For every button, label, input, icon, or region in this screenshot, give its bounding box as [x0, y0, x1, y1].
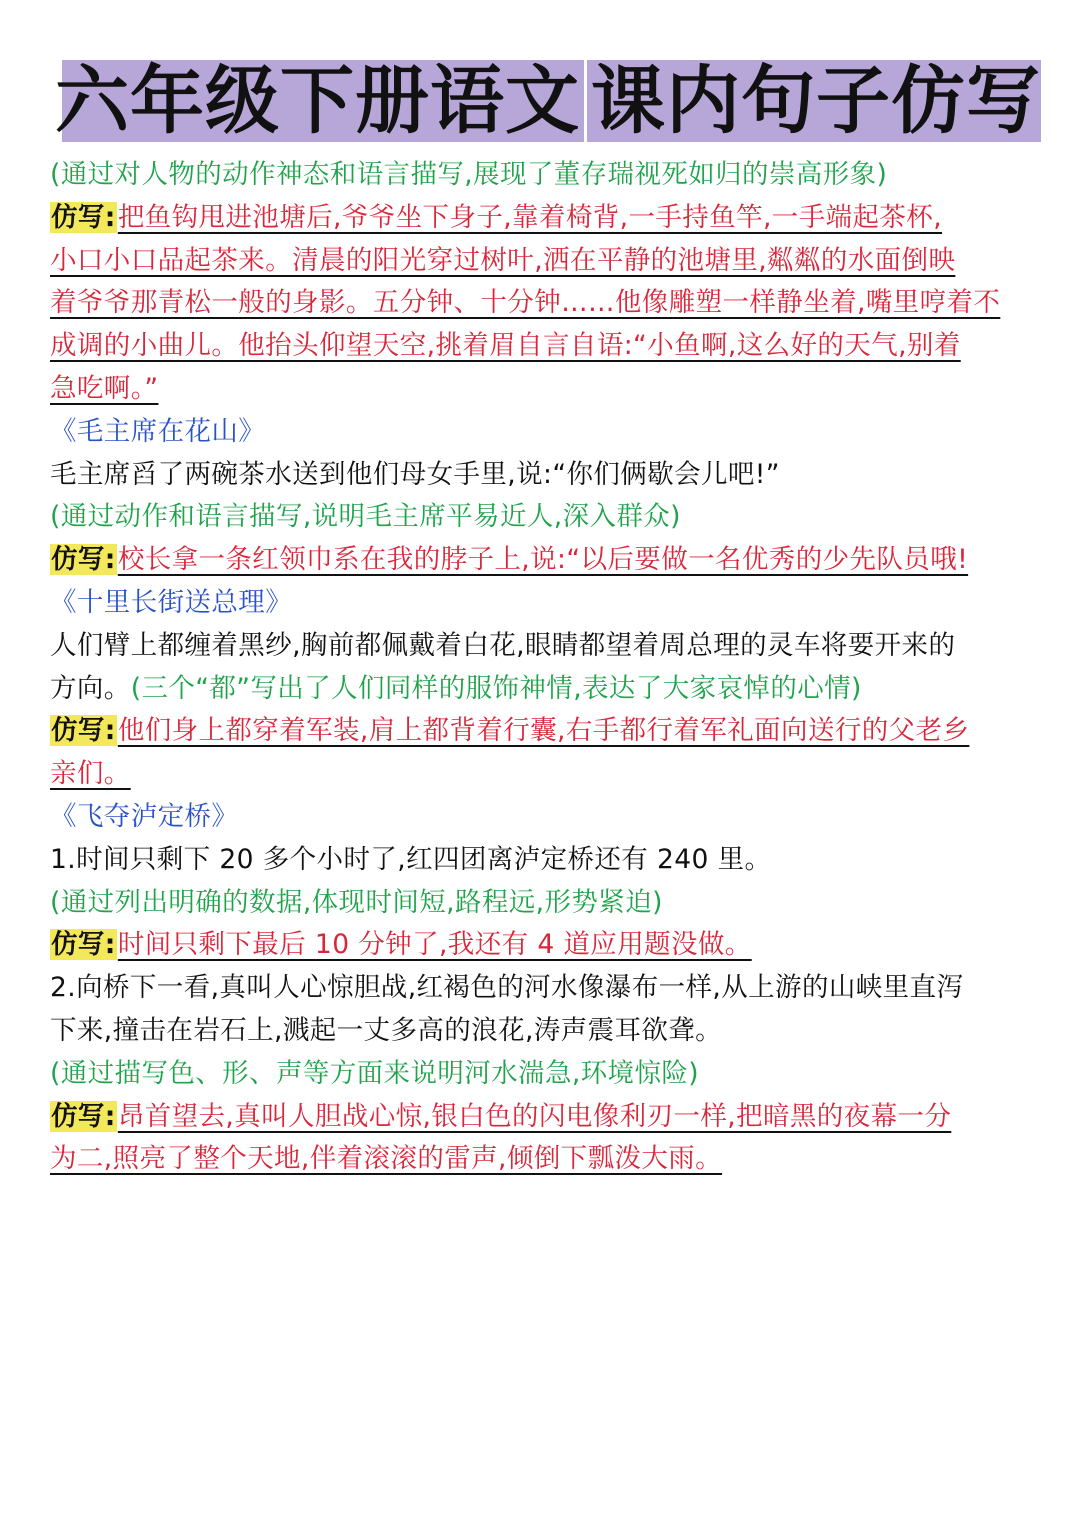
imitation-text: 着爷爷那青松一般的身影。五分钟、十分钟……他像雕塑一样静坐着,嘴里哼着不 [50, 287, 1001, 319]
sentence-with-note [50, 668, 1024, 711]
analysis-note: (通过列出明确的数据,体现时间短,路程远,形势紧迫) [50, 886, 663, 918]
imitation-text: 校长拿一条红领巾系在我的脖子上,说:“以后要做一名优秀的少先队员哦! [117, 544, 969, 576]
imitation-tag: 仿写: [51, 715, 116, 747]
analysis-note: (通过动作和语言描写,说明毛主席平易近人,深入群众) [50, 501, 681, 533]
analysis-note: (通过对人物的动作神态和语言描写,展现了董存瑞视死如归的崇高形象) [50, 159, 888, 190]
imitation-line [50, 710, 1024, 753]
book-title: 《十里长街送总理》 [50, 586, 293, 618]
imitation-text: 昂首望去,真叫人胆战心惊,银白色的闪电像利刃一样,把暗黑的夜幕一分 [117, 1100, 952, 1132]
original-sentence: 下来,撞击在岩石上,溅起一丈多高的浪花,涛声震耳欲聋。 [50, 1014, 723, 1046]
original-sentence: 人们臂上都缠着黑纱,胸前都佩戴着白花,眼睛都望着周总理的灵车将要开来的 [50, 629, 956, 661]
imitation-text: 时间只剩下最后 10 分钟了,我还有 4 道应用题没做。 [117, 929, 752, 961]
imitation-line [50, 368, 1024, 411]
imitation-line [50, 924, 1024, 967]
title-part-2: 课内句子仿写 [587, 60, 1041, 142]
imitation-line [50, 197, 1024, 240]
original-sentence: 毛主席舀了两碗茶水送到他们母女手里,说:“你们俩歇会儿吧!” [50, 458, 780, 490]
imitation-tag: 仿写: [51, 1100, 116, 1132]
imitation-text: 亲们。 [50, 758, 131, 790]
imitation-line [50, 539, 1024, 582]
imitation-text: 急吃啊。” [50, 372, 159, 404]
original-sentence: 方向。 [50, 672, 131, 704]
book-title: 《飞夺泸定桥》 [50, 800, 239, 832]
original-sentence: 1.时间只剩下 20 多个小时了,红四团离泸定桥还有 240 里。 [50, 843, 772, 875]
book-title: 《毛主席在花山》 [50, 415, 266, 447]
imitation-tag: 仿写: [51, 544, 116, 576]
imitation-line [50, 753, 1024, 796]
analysis-note: (通过描写色、形、声等方面来说明河水湍急,环境惊险) [50, 1057, 700, 1089]
page-title [55, 58, 1041, 144]
imitation-text: 把鱼钩甩进池塘后,爷爷坐下身子,靠着椅背,一手持鱼竿,一手端起茶杯, [117, 201, 943, 233]
imitation-text: 成调的小曲儿。他抬头仰望天空,挑着眉自言自语:“小鱼啊,这么好的天气,别着 [50, 330, 961, 362]
original-sentence: 2.向桥下一看,真叫人心惊胆战,红褐色的河水像瀑布一样,从上游的山峡里直泻 [50, 972, 964, 1004]
imitation-tag: 仿写: [51, 929, 116, 961]
content-body [50, 154, 1024, 1181]
title-part-1: 六年级下册语文 [62, 60, 584, 142]
analysis-note: (三个“都”写出了人们同样的服饰神情,表达了大家哀悼的心情) [130, 672, 862, 704]
imitation-text: 他们身上都穿着军装,肩上都背着行囊,右手都行着军礼面向送行的父老乡 [117, 715, 970, 747]
imitation-line [50, 1138, 1024, 1181]
imitation-line [50, 1096, 1024, 1139]
imitation-tag: 仿写: [51, 201, 116, 233]
imitation-text: 小口小口品起茶来。清晨的阳光穿过树叶,洒在平静的池塘里,粼粼的水面倒映 [50, 244, 956, 276]
imitation-text: 为二,照亮了整个天地,伴着滚滚的雷声,倾倒下瓢泼大雨。 [50, 1143, 723, 1175]
